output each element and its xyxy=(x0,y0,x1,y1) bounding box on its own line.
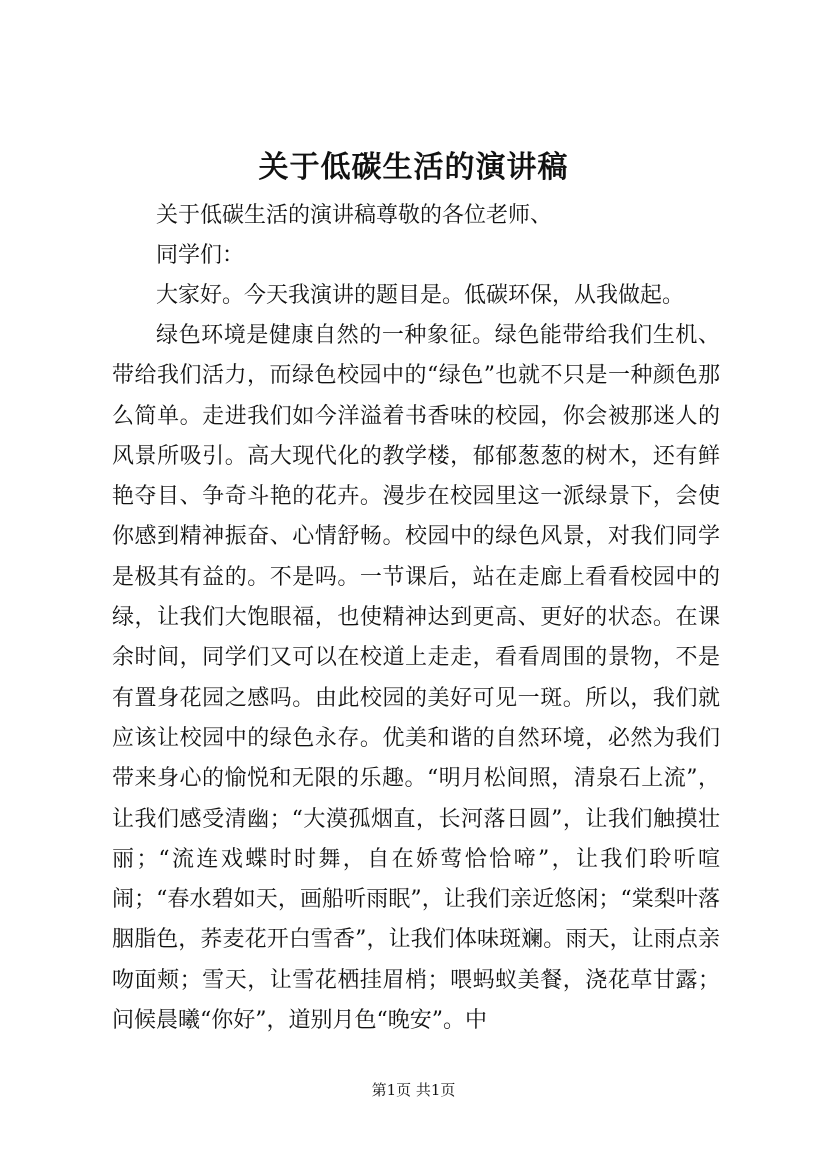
paragraph-main: 绿色环境是健康自然的一种象征。绿色能带给我们生机、带给我们活力，而绿色校园中的“绿色”也就不只是一种颜色那么简单。走进我们如今洋溢着书香味的校园，你会被那迷人的风景所吸引。高大现代化的教学楼，郁郁葱葱的树木，还有鲜艳夺目、争奇斗艳的花卉。漫步在校园里这一派绿景下，会使你感到精神振奋、心情舒畅。校园中的绿色风景，对我们同学是极其有益的。不是吗。一节课后，站在走廊上看看校园中的绿，让我们大饱眼福，也使精神达到更高、更好的状态。在课余时间，同学们又可以在校道上走走，看看周围的景物，不是有置身花园之感吗。由此校园的美好可见一斑。所以，我们就应该让校园中的绿色永存。优美和谐的自然环境，必然为我们带来身心的愉悦和无限的乐趣。“明月松间照，清泉石上流”，让我们感受清幽；“大漠孤烟直，长河落日圆”，让我们触摸壮丽；“流连戏蝶时时舞，自在娇莺恰恰啼”，让我们聆听喧闹；“春水碧如天，画船听雨眠”，让我们亲近悠闲；“棠梨叶落胭脂色，荞麦花开白雪香”，让我们体味斑斓。雨天，让雨点亲吻面颊；雪天，让雪花栖挂眉梢；喂蚂蚁美餐，浇花草甘露；问候晨曦“你好”，道别月色“晚安”。中 xyxy=(112,323,720,1034)
paragraph-audience: 同学们： xyxy=(156,243,245,268)
document-body xyxy=(112,196,720,1041)
page-footer: 第1页 共1页 xyxy=(371,1081,456,1099)
document-title: 关于低碳生活的演讲稿 xyxy=(258,150,569,185)
paragraph-salutation: 关于低碳生活的演讲稿尊敬的各位老师、 xyxy=(156,203,553,228)
paragraph-greeting: 大家好。今天我演讲的题目是。低碳环保，从我做起。 xyxy=(156,283,685,308)
